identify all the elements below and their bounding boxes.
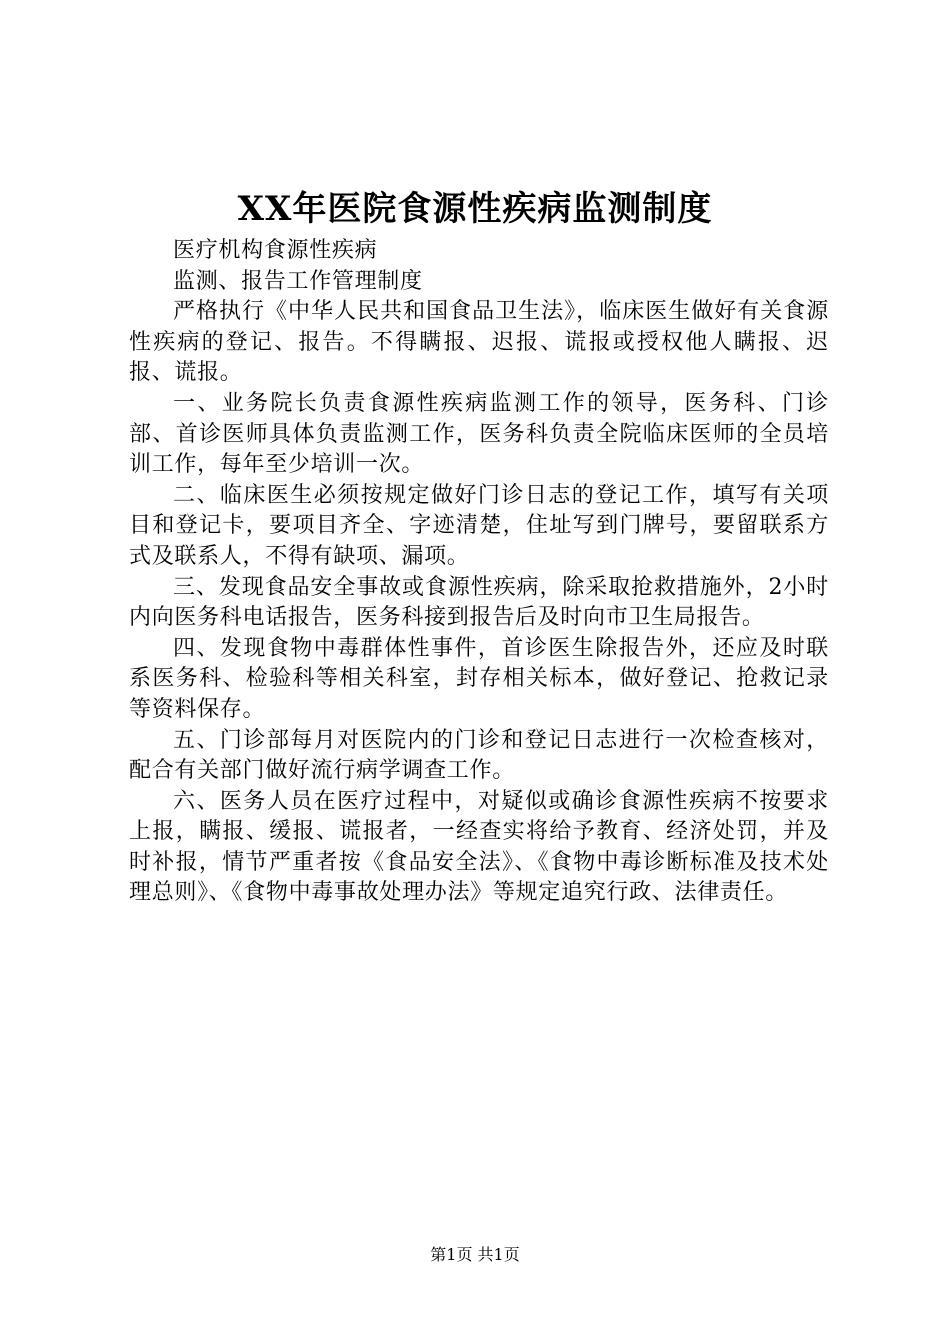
- page-footer: 第1页 共1页: [430, 1245, 520, 1264]
- document-title: XX年医院食源性疾病监测制度: [237, 189, 713, 229]
- paragraph: 六、医务人员在医疗过程中，对疑似或确诊食源性疾病不按要求上报，瞒报、缓报、谎报者，一经查实将给予教育、经济处罚，并及时补报，情节严重者按《食品安全法》、《食物中毒诊断标准及技术处理总则》、《食物中毒事故处理办法》等规定追究行政、法律责任。: [129, 788, 829, 906]
- paragraph: 二、临床医生必须按规定做好门诊日志的登记工作，填写有关项目和登记卡，要项目齐全、字迹清楚，住址写到门牌号，要留联系方式及联系人，不得有缺项、漏项。: [129, 482, 829, 569]
- paragraph: 严格执行《中华人民共和国食品卫生法》，临床医生做好有关食源性疾病的登记、报告。不得瞒报、迟报、谎报或授权他人瞒报、迟报、谎报。: [129, 299, 829, 386]
- paragraph: 一、业务院长负责食源性疾病监测工作的领导，医务科、门诊部、首诊医师具体负责监测工作，医务科负责全院临床医师的全员培训工作，每年至少培训一次。: [129, 390, 829, 478]
- document-body: [129, 236, 829, 909]
- paragraph: 监测、报告工作管理制度: [173, 268, 423, 294]
- paragraph: 三、发现食品安全事故或食源性疾病，除采取抢救措施外，2小时内向医务科电话报告，医务科接到报告后及时向市卫生局报告。: [129, 574, 829, 631]
- paragraph: 四、发现食物中毒群体性事件，首诊医生除报告外，还应及时联系医务科、检验科等相关科室，封存相关标本，做好登记、抢救记录等资料保存。: [129, 635, 829, 722]
- paragraph: 五、门诊部每月对医院内的门诊和登记日志进行一次检查核对，配合有关部门做好流行病学调查工作。: [129, 727, 829, 784]
- paragraph: 医疗机构食源性疾病: [173, 238, 378, 263]
